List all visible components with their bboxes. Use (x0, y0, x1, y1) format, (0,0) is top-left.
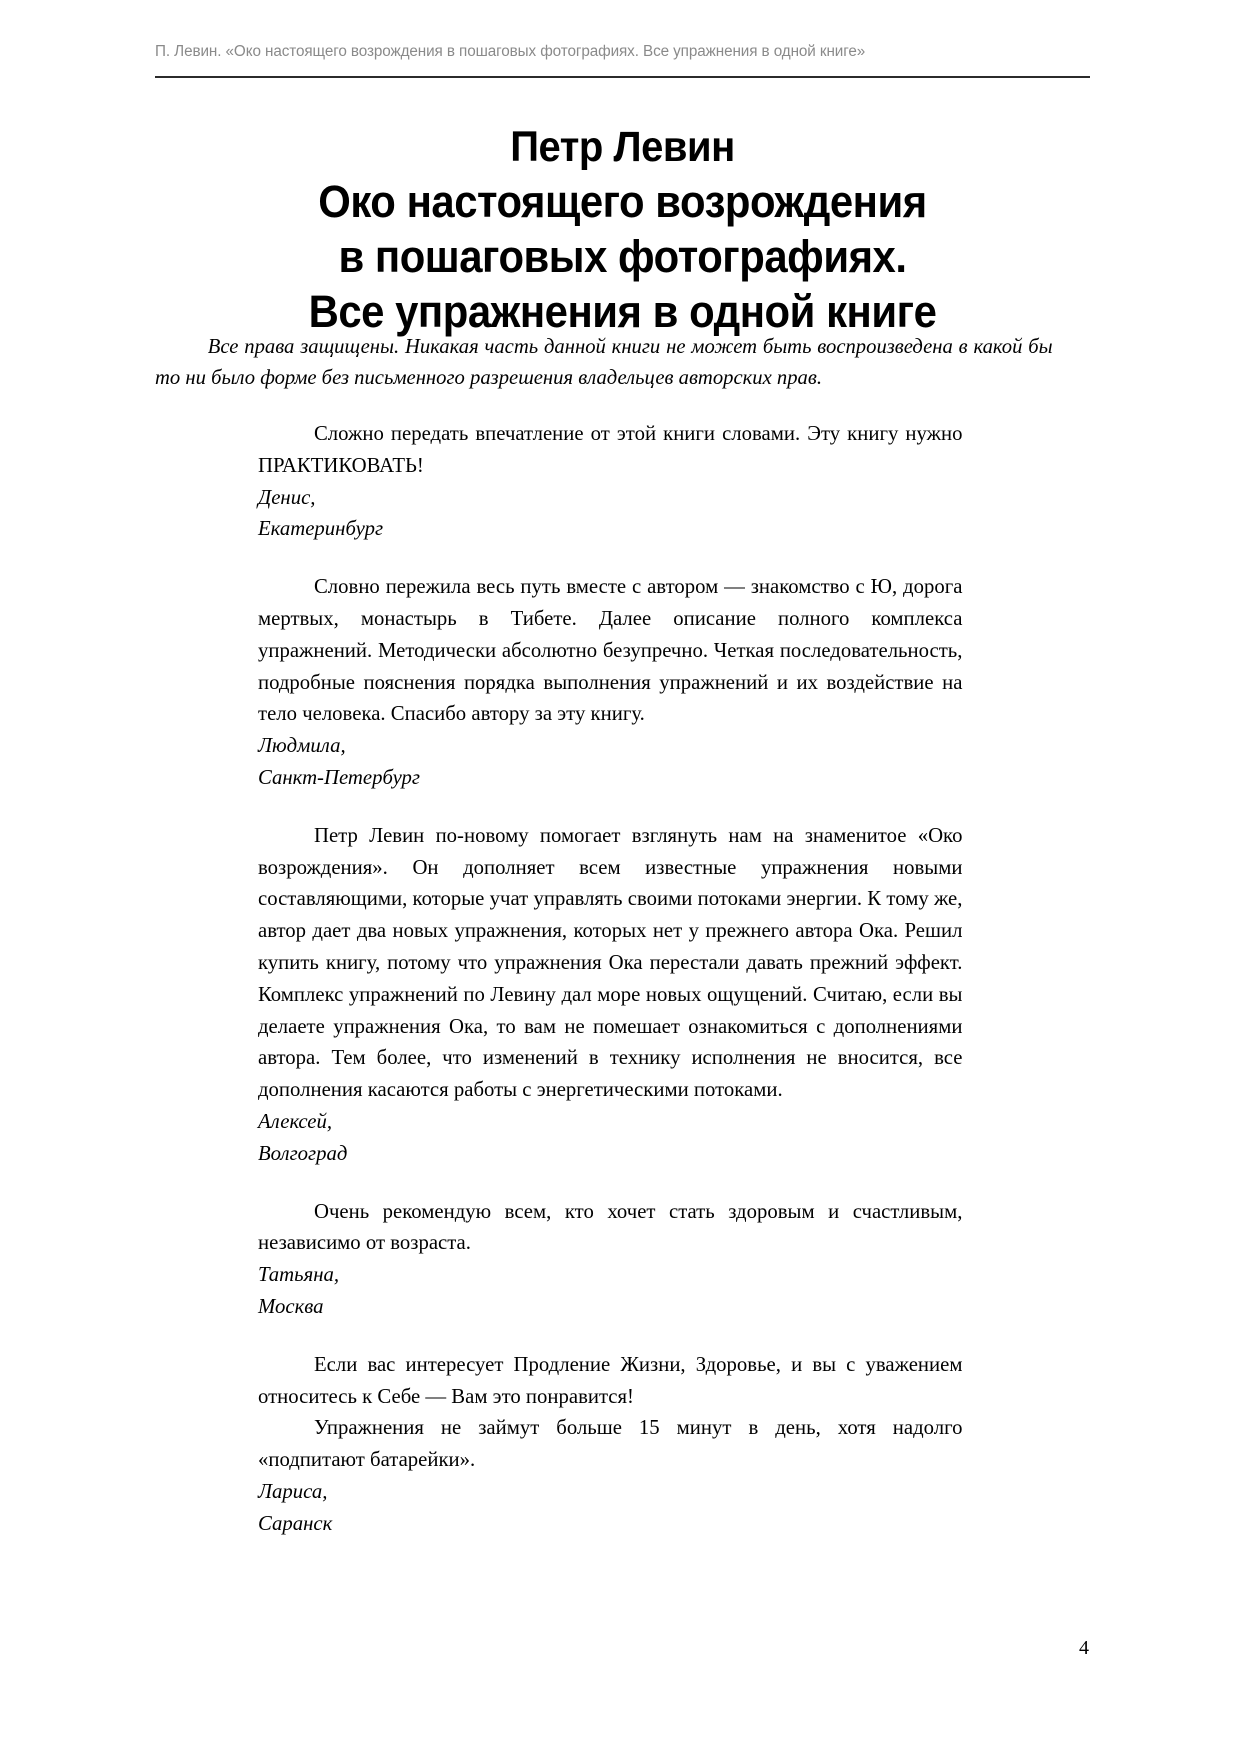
testimonial-paragraph: Упражнения не займут больше 15 минут в день, хотя надолго «подпитают батарейки». (258, 1415, 963, 1472)
testimonial-author-city: Волгоград (258, 1140, 348, 1165)
testimonial-author-city: Саранск (258, 1510, 333, 1535)
testimonial-block (258, 1196, 988, 1323)
book-title-line-1: Око настоящего возрождения (318, 176, 927, 227)
testimonial-author-name: Алексей, (258, 1108, 333, 1133)
testimonial-paragraph: Петр Левин по-новому помогает взглянуть нам на знаменитое «Око возрождения». Он дополняет всем известные упражнения новыми составляющими, которые учат управлять своими потоками энергии. К тому же, автор дает два новых упражнения, которых нет у прежнего автора Ока. Решил купить книгу, потому что упражнения Ока перестали давать прежний эффект. Комплекс упражнений по Левину дал море новых ощущений. Считаю, если вы делаете упражнения Ока, то вам не помешает ознакомиться с дополнениями автора. Тем более, что изменений в технику исполнения не вносится, все дополнения касаются работы с энергетическими потоками. (258, 822, 963, 1102)
header-divider-rule (155, 76, 1090, 78)
testimonial-author-name: Людмила, (258, 733, 346, 758)
testimonial-author-city: Санкт-Петербург (258, 764, 421, 789)
testimonial-paragraph: Если вас интересует Продление Жизни, Здоровье, и вы с уважением относитесь к Себе — Вам это понравится! (258, 1351, 963, 1408)
testimonial-paragraph: Сложно передать впечатление от этой книги словами. Эту книгу нужно ПРАКТИКОВАТЬ! (258, 421, 963, 477)
testimonial-author-city: Москва (258, 1293, 324, 1318)
testimonials-container (258, 418, 988, 1540)
testimonial-author-name: Лариса, (258, 1478, 328, 1503)
testimonial-block (258, 820, 988, 1170)
book-title-line-3: Все упражнения в одной книге (308, 286, 937, 337)
testimonial-paragraph: Очень рекомендую всем, кто хочет стать здоровым и счастливым, независимо от возраста. (258, 1198, 963, 1255)
testimonial-author-name: Денис, (258, 484, 316, 509)
book-title-line-2: в пошаговых фотографиях. (338, 231, 907, 282)
book-author-name: Петр Левин (510, 123, 735, 171)
testimonial-author-name: Татьяна, (258, 1262, 340, 1287)
running-header-text: П. Левин. «Око настоящего возрождения в пошаговых фотографиях. Все упражнения в одной книге» (155, 43, 866, 60)
testimonial-paragraph: Словно пережила весь путь вместе с автором — знакомство с Ю, дорога мертвых, монастырь в Тибете. Далее описание полного комплекса упражнений. Методически абсолютно безупречно. Четкая последовательность, подробные пояснения порядка выполнения упражнений и их воздействие на тело человека. Спасибо автору за эту книгу. (258, 574, 963, 726)
page-number: 4 (1079, 1637, 1089, 1659)
testimonial-author-city: Екатеринбург (258, 516, 384, 541)
testimonial-block (258, 571, 988, 794)
copyright-notice: Все права защищены. Никакая часть данной книги не может быть воспроизведена в какой бы то ни было форме без письменного разрешения владельцев авторских прав. (155, 334, 1053, 389)
running-header (155, 42, 1090, 62)
title-block (155, 120, 1090, 339)
testimonial-block (258, 1349, 988, 1540)
testimonial-block (258, 418, 988, 545)
